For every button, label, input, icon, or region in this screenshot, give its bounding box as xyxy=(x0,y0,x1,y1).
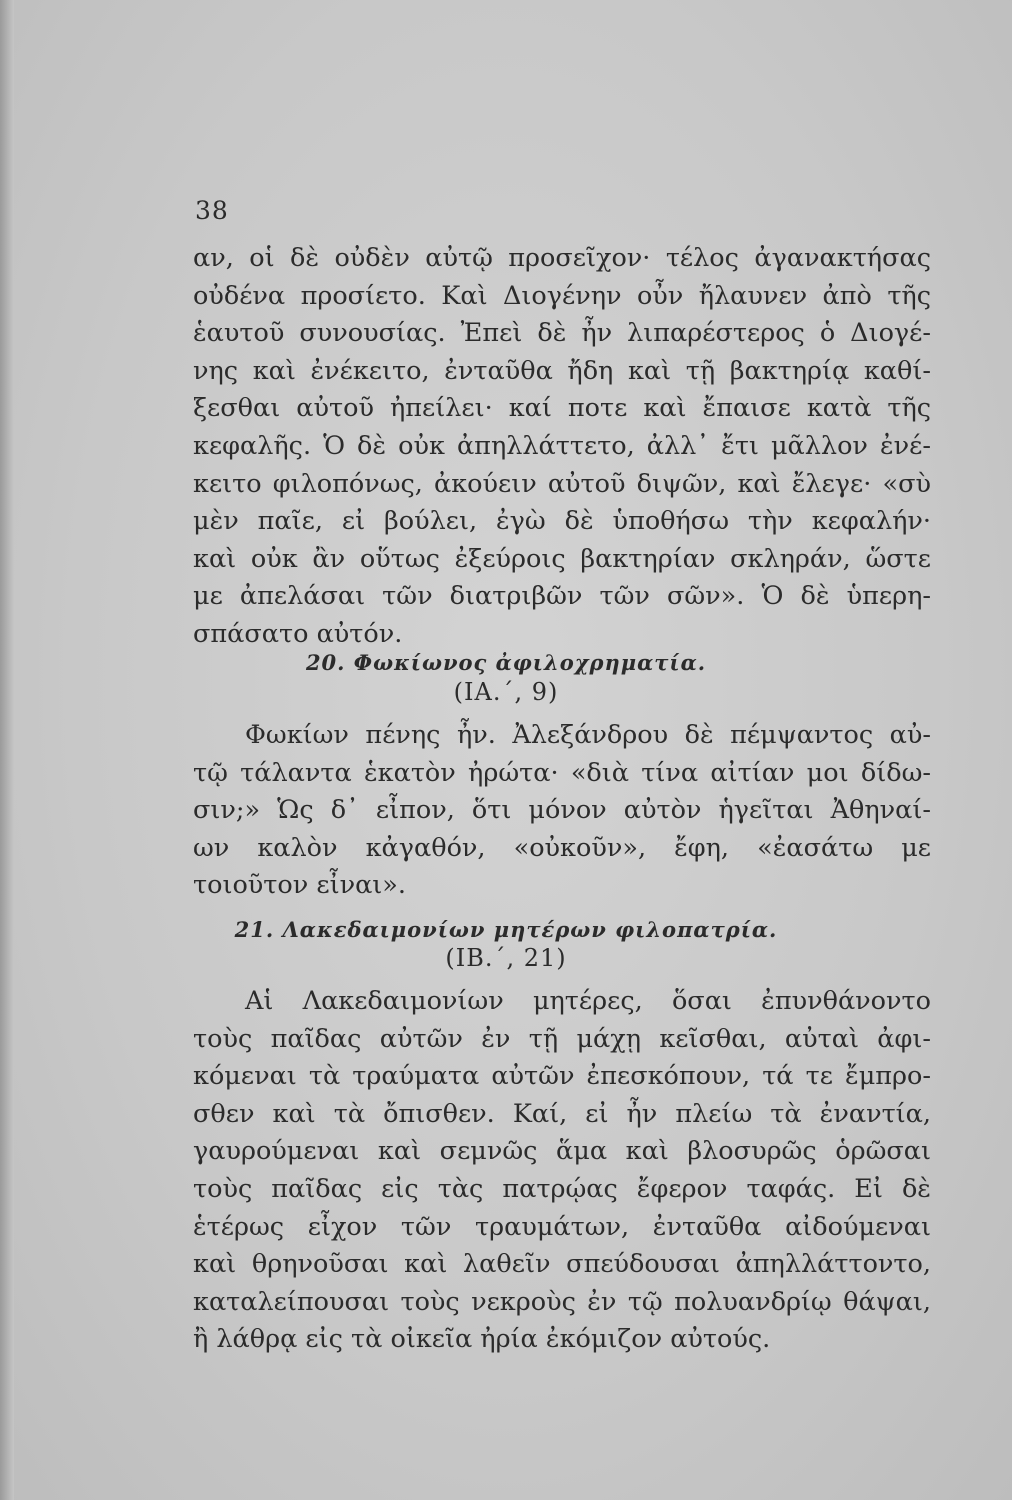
text-line: σπάσατο αὐτόν. xyxy=(193,618,403,649)
text-line: τοὺς παῖδας εἰς τὰς πατρῴας ἔφερον ταφάς. Εἰ δὲ xyxy=(193,1173,931,1204)
text-line: Αἱ Λακεδαιμονίων μητέρες, ὅσαι ἐπυνθάνοντο xyxy=(245,986,931,1016)
text-line: κόμεναι τὰ τραύματα αὐτῶν ἐπεσκόπουν, τά τε ἔμπρο- xyxy=(193,1061,931,1092)
page-number: 38 xyxy=(195,196,229,225)
section-21-reference: (ΙΒ.΄, 21) xyxy=(445,944,567,972)
text-line: τοιοῦτον εἶναι». xyxy=(193,870,407,901)
text-line: οὐδένα προσίετο. Καὶ Διογένην οὖν ἤλαυνεν ἀπὸ τῆς xyxy=(193,280,931,311)
text-line: Φωκίων πένης ἦν. Ἀλεξάνδρου δὲ πέμψαντος αὐ- xyxy=(245,720,931,750)
text-line: με ἀπελάσαι τῶν διατριβῶν τῶν σῶν». Ὁ δὲ ὑπερη- xyxy=(193,581,931,612)
text-line: σθεν καὶ τὰ ὄπισθεν. Καί, εἰ ἦν πλείω τὰ ἐναντία, xyxy=(193,1098,931,1129)
text-line: κεφαλῆς. Ὁ δὲ οὐκ ἀπηλλάττετο, ἀλλ᾽ ἔτι μᾶλλον ἐνέ- xyxy=(193,430,931,461)
text-line: ων καλὸν κἀγαθόν, «οὐκοῦν», ἔφη, «ἐασάτω με xyxy=(193,832,931,863)
page-edge xyxy=(0,0,14,1500)
text-line: ἢ λάθρᾳ εἰς τὰ οἰκεῖα ἠρία ἐκόμιζον αὐτούς. xyxy=(193,1324,771,1355)
section-21-body xyxy=(193,983,931,1359)
text-line: γαυρούμεναι καὶ σεμνῶς ἅμα καὶ βλοσυρῶς ὁρῶσαι xyxy=(193,1136,931,1167)
text-line: τοὺς παῖδας αὐτῶν ἐν τῇ μάχῃ κεῖσθαι, αὐταὶ ἀφι- xyxy=(193,1023,931,1054)
passage-19-ending xyxy=(193,240,931,654)
text-line: αν, οἱ δὲ οὐδὲν αὐτῷ προσεῖχον· τέλος ἀγανακτήσας xyxy=(193,243,931,273)
text-line: ἑαυτοῦ συνουσίας. Ἐπεὶ δὲ ἦν λιπαρέστερος ὁ Διογέ- xyxy=(193,318,931,349)
text-line: κειτο φιλοπόνως, ἀκούειν αὐτοῦ διψῶν, καὶ ἔλεγε· «σὺ xyxy=(193,468,931,499)
section-20-body xyxy=(193,717,931,905)
text-line: ξεσθαι αὐτοῦ ἠπείλει· καί ποτε καὶ ἔπαισε κατὰ τῆς xyxy=(193,393,931,424)
section-20-title: 20. Φωκίωνος ἀφιλοχρηματία. xyxy=(305,650,707,675)
text-line: νης καὶ ἐνέκειτο, ἐνταῦθα ἤδη καὶ τῇ βακτηρίᾳ καθί- xyxy=(193,355,931,386)
text-line: σιν;» Ὡς δ᾽ εἶπον, ὅτι μόνον αὐτὸν ἡγεῖται Ἀθηναί- xyxy=(193,795,931,826)
section-21-title: 21. Λακεδαιμονίων μητέρων φιλοπατρία. xyxy=(234,917,778,942)
text-line: τῷ τάλαντα ἑκατὸν ἠρώτα· «διὰ τίνα αἰτίαν μοι δίδω- xyxy=(193,757,931,788)
text-line: ἑτέρως εἶχον τῶν τραυμάτων, ἐνταῦθα αἰδούμεναι xyxy=(193,1211,931,1242)
text-line: καὶ οὐκ ἂν οὕτως ἐξεύροις βακτηρίαν σκληράν, ὥστε xyxy=(193,543,931,574)
section-20-reference: (ΙΑ.΄, 9) xyxy=(453,678,559,706)
text-line: μὲν παῖε, εἰ βούλει, ἐγὼ δὲ ὑποθήσω τὴν κεφαλήν· xyxy=(193,506,931,537)
text-line: καὶ θρηνοῦσαι καὶ λαθεῖν σπεύδουσαι ἀπηλλάττοντο, xyxy=(193,1249,931,1280)
text-line: καταλείπουσαι τοὺς νεκροὺς ἐν τῷ πολυανδρίῳ θάψαι, xyxy=(193,1286,931,1317)
